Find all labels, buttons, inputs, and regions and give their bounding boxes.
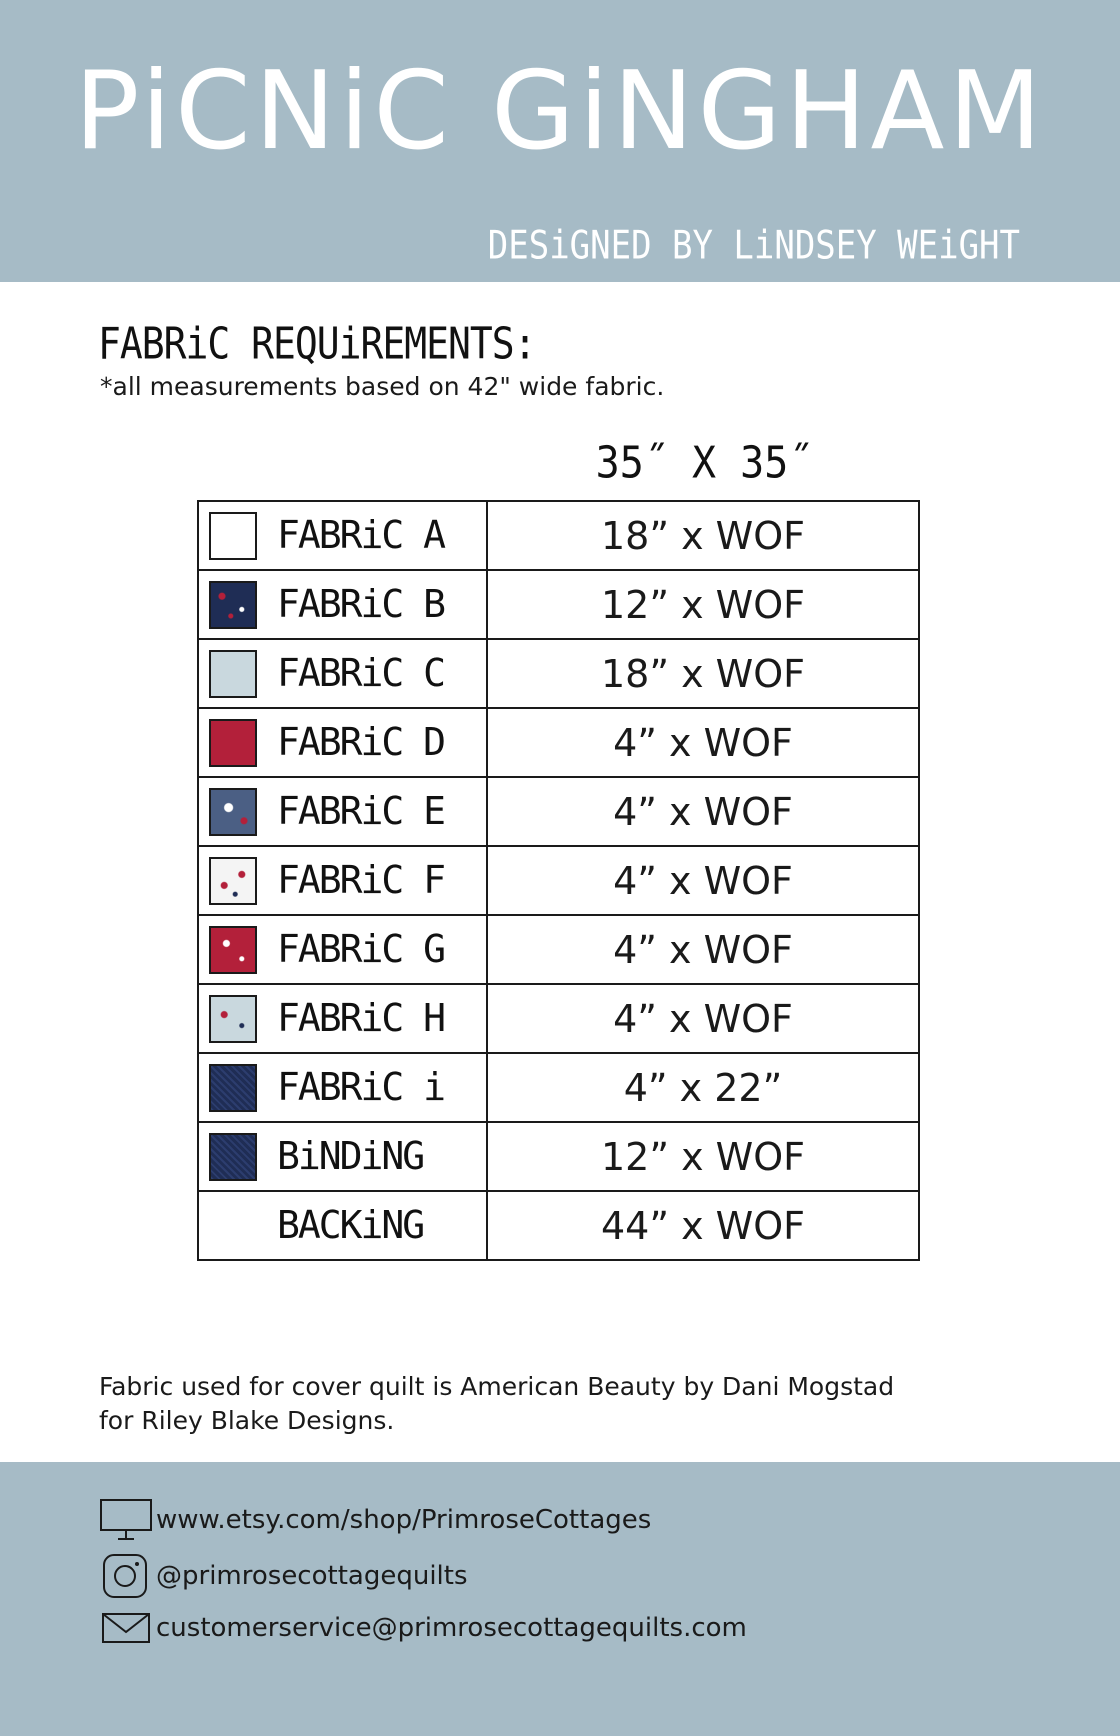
fabric-swatch (209, 926, 257, 974)
footer-band (0, 1462, 1120, 1736)
fabric-name: FABRiC i (277, 1065, 445, 1109)
measurement-note: *all measurements based on 42" wide fabric. (100, 372, 665, 401)
email-address[interactable]: customerservice@primrosecottagequilts.com (156, 1613, 747, 1643)
pattern-title: PiCNiC GiNGHAM (74, 49, 1046, 174)
fabric-name-cell (198, 1122, 487, 1191)
mail-icon (100, 1606, 152, 1650)
fabric-name: FABRiC H (277, 996, 445, 1040)
table-row (198, 501, 919, 570)
fabric-amount: 4” x WOF (487, 777, 919, 846)
fabric-amount: 18” x WOF (487, 501, 919, 570)
fabric-amount: 12” x WOF (487, 1122, 919, 1191)
fabric-swatch (209, 1133, 257, 1181)
table-row (198, 1122, 919, 1191)
instagram-contact[interactable] (100, 1554, 468, 1598)
fabric-name: FABRiC D (277, 720, 445, 764)
quilt-size-label: 35˝ X 35˝ (595, 437, 813, 489)
section-title: FABRiC REQUiREMENTS: (98, 318, 536, 369)
fabric-name-cell (198, 708, 487, 777)
fabric-amount: 4” x WOF (487, 915, 919, 984)
fabric-swatch (209, 857, 257, 905)
fabric-requirements-table (197, 500, 920, 1261)
fabric-name: FABRiC F (277, 858, 445, 902)
fabric-swatch (209, 581, 257, 629)
fabric-swatch (209, 512, 257, 560)
fabric-credit: Fabric used for cover quilt is American Beauty by Dani Mogstad for Riley Blake Designs. (99, 1372, 895, 1435)
fabric-name: FABRiC A (277, 513, 445, 557)
instagram-icon (100, 1554, 152, 1598)
table-row (198, 984, 919, 1053)
table-row (198, 570, 919, 639)
fabric-swatch (209, 1064, 257, 1112)
fabric-name-cell (198, 570, 487, 639)
instagram-handle[interactable]: @primrosecottagequilts (156, 1561, 468, 1591)
fabric-name: FABRiC B (277, 582, 445, 626)
fabric-swatch (209, 719, 257, 767)
table-row (198, 915, 919, 984)
fabric-amount: 44” x WOF (487, 1191, 919, 1260)
fabric-amount: 18” x WOF (487, 639, 919, 708)
fabric-amount: 4” x WOF (487, 984, 919, 1053)
fabric-name-cell (198, 777, 487, 846)
fabric-name-cell (198, 1191, 487, 1260)
fabric-name-cell (198, 984, 487, 1053)
fabric-amount: 12” x WOF (487, 570, 919, 639)
fabric-name-cell (198, 1053, 487, 1122)
fabric-swatch (209, 650, 257, 698)
monitor-icon (100, 1498, 152, 1542)
website-contact[interactable] (100, 1498, 651, 1542)
fabric-swatch (209, 788, 257, 836)
table-row (198, 777, 919, 846)
fabric-name: FABRiC G (277, 927, 445, 971)
fabric-name: FABRiC C (277, 651, 445, 695)
fabric-name-cell (198, 639, 487, 708)
fabric-amount: 4” x WOF (487, 708, 919, 777)
table-row (198, 1053, 919, 1122)
fabric-name-cell (198, 501, 487, 570)
table-row (198, 708, 919, 777)
fabric-name-cell (198, 846, 487, 915)
fabric-name: BACKiNG (277, 1203, 424, 1247)
fabric-name-cell (198, 915, 487, 984)
fabric-swatch (209, 995, 257, 1043)
fabric-amount: 4” x 22” (487, 1053, 919, 1122)
header-band (0, 0, 1120, 282)
website-link[interactable]: www.etsy.com/shop/PrimroseCottages (156, 1505, 652, 1535)
table-row (198, 846, 919, 915)
table-row (198, 639, 919, 708)
fabric-name: BiNDiNG (277, 1134, 424, 1178)
fabric-amount: 4” x WOF (487, 846, 919, 915)
designer-byline: DESiGNED BY LiNDSEY WEiGHT (487, 223, 1020, 269)
fabric-name: FABRiC E (277, 789, 445, 833)
table-row (198, 1191, 919, 1260)
email-contact[interactable] (100, 1606, 747, 1650)
